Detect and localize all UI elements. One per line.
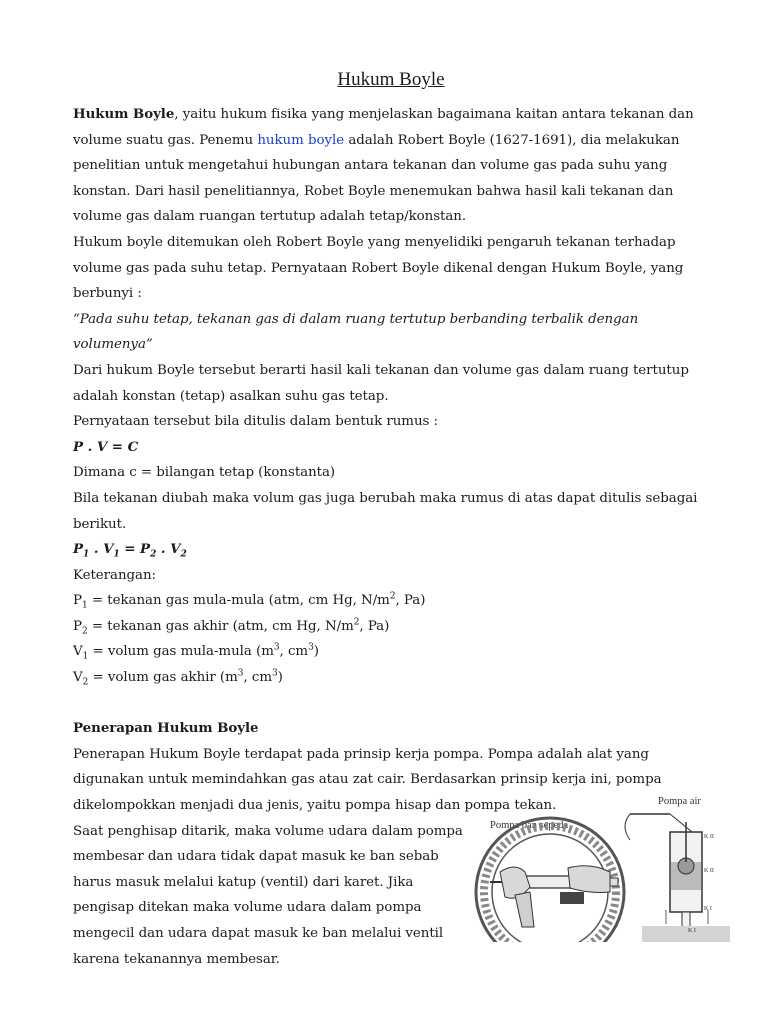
legend-symbol: P [73,618,82,634]
formula-v: . V [89,541,114,558]
legend-sub: 2 [81,626,88,637]
legend-text: ) [277,670,283,686]
legend-sub: 2 [82,677,89,688]
legend-v2 [73,665,703,691]
formula-p: P [73,541,84,558]
formula-sub: 2 [180,549,187,560]
water-pump-drawing [625,814,730,942]
legend-sub: 1 [81,600,88,611]
paragraph-7-line: harus masuk melalui katup (ventil) dari karet. Jika [73,874,414,890]
formula-sub: 2 [150,549,157,560]
formula-note: Dimana c = bilangan tetap (konstanta) [73,465,336,481]
legend-text: ) [313,644,319,660]
boyle-quote: “Pada suhu tetap, tekanan gas di dalam ruang tertutup berbanding terbalik dengan volumenya” [73,311,639,353]
paragraph-7-line: karena tekanannya membesar. [73,951,280,967]
legend-text: = volum gas mula-mula (m [88,644,274,660]
formula-sub: 1 [83,549,90,560]
legend-v1 [73,639,703,665]
legend-text: = volum gas akhir (m [88,670,238,686]
intro-bold-term: Hukum Boyle [73,106,175,122]
paragraph-4: Pernyataan tersebut bila ditulis dalam bentuk rumus : [73,414,439,430]
bike-pump-drawing [490,866,618,927]
formula-p: = P [119,541,151,558]
legend-sup: 3 [308,643,314,653]
formula-pv-c: P . V = C [73,438,139,455]
valve-label: K I [688,928,696,934]
paragraph-7 [73,819,473,973]
valve-label: K II [704,868,714,874]
legend-sup: 3 [271,668,278,679]
intro-paragraph [73,102,703,230]
paragraph-7-line: mengecil dan udara dapat masuk ke ban melalui ventil [73,926,444,941]
paragraph-6: Penerapan Hukum Boyle terdapat pada prinsip kerja pompa. Pompa adalah alat yang digunakan untuk memindahkan gas atau zat cair. Berdasarkan prinsip kerja ini, pompa dikelompokkan menjadi dua jenis, yaitu pompa hisap dan pompa tekan. [73,746,662,814]
pump-illustration [470,792,740,942]
paragraph-3: Dari hukum Boyle tersebut berarti hasil kali tekanan dan volume gas dalam ruang tertutup adalah konstan (tetap) asalkan suhu gas tetap. [73,362,689,404]
legend-text: = tekanan gas akhir (atm, cm Hg, N/m [87,618,354,634]
blank-line [73,691,703,717]
bike-pump-label: Pompa ban sepeda [490,820,569,831]
legend-sup: 3 [237,668,244,679]
paragraph-5: Bila tekanan diubah maka volum gas juga berubah maka rumus di atas dapat ditulis sebagai berikut. [73,490,698,532]
pump-illustration-svg [470,792,740,942]
legend-sup: 2 [389,591,396,602]
legend-p1 [73,588,703,614]
legend-text: = tekanan gas mula-mula (atm, cm Hg, N/m [87,593,390,609]
legend-symbol: V [73,670,83,686]
legend-symbol: P [73,593,82,609]
water-pump-label: Pompa air [658,796,701,807]
valve-label: K II [704,834,714,840]
intro-text-2: adalah Robert Boyle (1627-1691), dia melakukan penelitian untuk mengetahui hubungan antara tekanan dan volume gas pada suhu yang konstan. Dari hasil penelitiannya, Robet Boyle menemukan bahwa hasil kali tekanan dan volume gas dalam ruangan tertutup adalah tetap/konstan. [73,132,680,225]
formula-v: . V [156,541,181,558]
hukum-boyle-link[interactable]: hukum boyle [257,132,345,148]
legend-sub: 1 [82,652,89,663]
legend-sup: 2 [353,617,360,628]
paragraph-7-line: Saat penghisap ditarik, maka volume udara dalam pompa [73,823,463,839]
formula-boyle [73,537,703,563]
page-title: Hukum Boyle [337,69,445,90]
valve-label: K I [704,906,712,912]
legend-text: , cm [279,644,309,660]
paragraph-7-line: pengisap ditekan maka volume udara dalam pompa [73,900,422,916]
legend-symbol: V [73,644,83,660]
legend-text: , cm [243,670,272,686]
legend-sup: 3 [273,643,280,653]
formula-sub: 1 [113,549,120,560]
intro-text-1: , yaitu hukum fisika yang menjelaskan bagaimana kaitan antara tekanan dan volume suatu gas. Penemu [73,107,694,148]
legend-text: , Pa) [395,593,426,609]
paragraph-2: Hukum boyle ditemukan oleh Robert Boyle yang menyelidiki pengaruh tekanan terhadap volume gas pada suhu tetap. Pernyataan Robert Boyle dikenal dengan Hukum Boyle, yang berbunyi : [73,234,684,302]
keterangan-label: Keterangan: [73,567,157,583]
legend-text: , Pa) [359,618,390,634]
paragraph-7-line: membesar dan udara tidak dapat masuk ke ban sebab [73,849,439,865]
legend-p2 [73,614,703,640]
section-title-penerapan: Penerapan Hukum Boyle [73,720,259,737]
